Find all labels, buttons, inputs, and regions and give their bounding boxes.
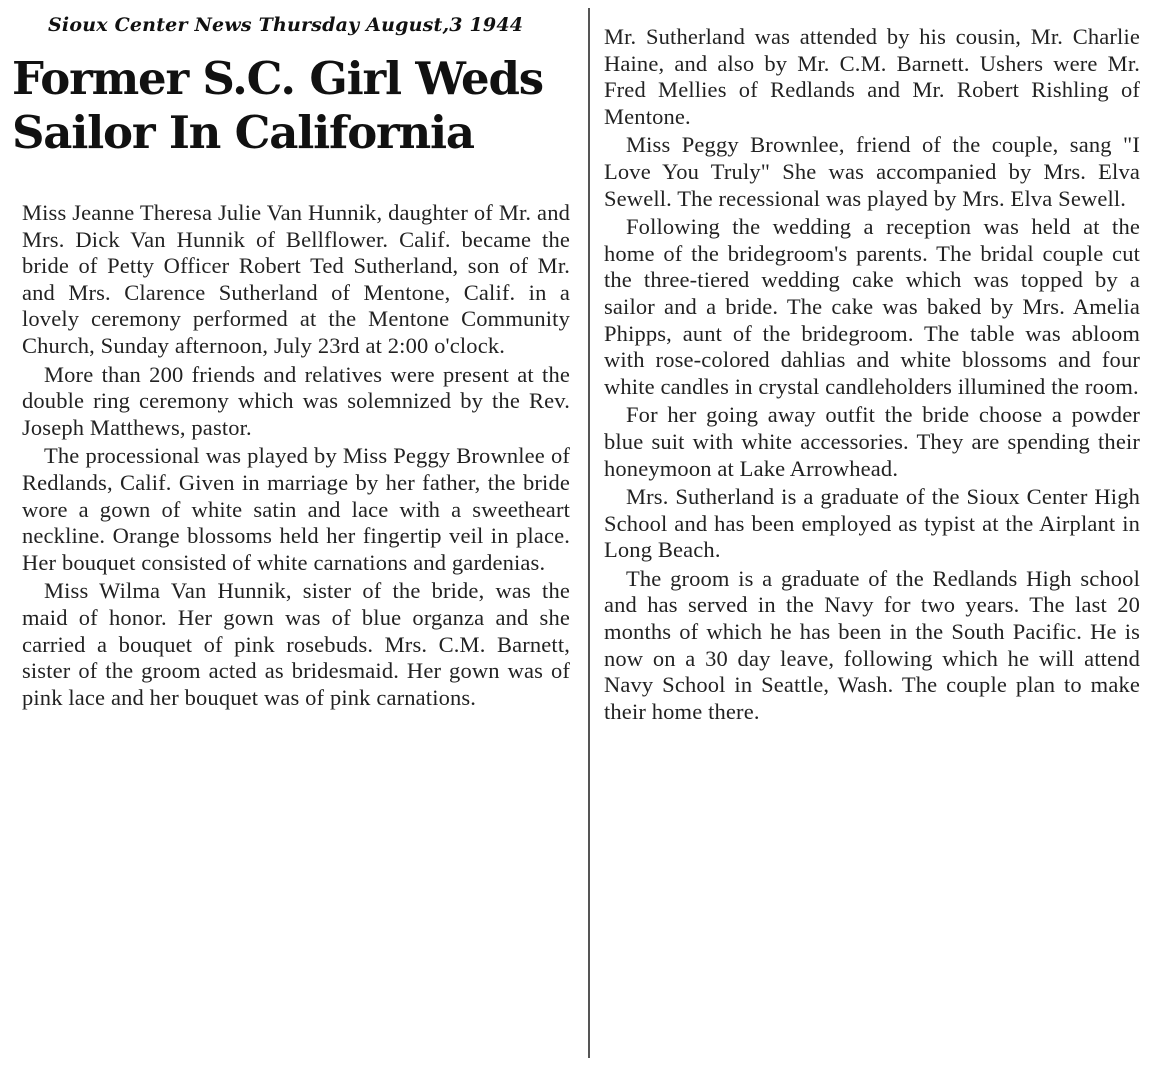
headline: Former S.C. Girl Weds Sailor In California xyxy=(12,52,543,159)
paragraph-bride-background: Mrs. Sutherland is a graduate of the Sioux Center High School and has been employed as typist at the Airplant in Long Beach. xyxy=(604,484,1140,563)
paragraph-groom-background: The groom is a graduate of the Redlands High school and has served in the Navy for two years. The last 20 months of which he has been in the South Pacific. He is now on a 30 day leave, following which he will attend Navy School in Seattle, Wash. The couple plan to make their home there. xyxy=(604,565,1140,724)
paragraph-wedding-intro: Miss Jeanne Theresa Julie Van Hunnik, daughter of Mr. and Mrs. Dick Van Hunnik of Bellflower. Calif. became the bride of Petty Officer Robert Ted Sutherland, son of Mr. and Mrs. Clarence Sutherland of Mentone, Calif. in a lovely ceremony performed at the Mentone Community Church, Sunday afternoon, July 23rd at 2:00 o'clock. xyxy=(22,200,570,358)
paragraph-maid-of-honor: Miss Wilma Van Hunnik, sister of the bride, was the maid of honor. Her gown was of blue organza and she carried a bouquet of pink rosebuds. Mrs. C.M. Barnett, sister of the groom acted as bridesmaid. Her gown was of pink lace and her bouquet was of pink carnations. xyxy=(22,578,570,710)
paragraph-reception: Following the wedding a reception was held at the home of the bridegroom's parents. The bridal couple cut the three-tiered wedding cake which was topped by a sailor and a bride. The cake was baked by Mrs. Amelia Phipps, aunt of the bridegroom. The table was abloom with rose-colored dahlias and white blossoms and four white candles in crystal candleholders illumined the room. xyxy=(604,214,1140,399)
paragraph-attendants: Mr. Sutherland was attended by his cousin, Mr. Charlie Haine, and also by Mr. C.M. Barnett. Ushers were Mr. Fred Mellies of Redlands and Mr. Robert Rishling of Mentone. xyxy=(604,24,1140,129)
left-column xyxy=(22,200,570,713)
paragraph-music: Miss Peggy Brownlee, friend of the couple, sang "I Love You Truly" She was accompanied by Mrs. Elva Sewell. The recessional was played by Mrs. Elva Sewell. xyxy=(604,132,1140,211)
paragraph-guests: More than 200 friends and relatives were present at the double ring ceremony which was solemnized by the Rev. Joseph Matthews, pastor. xyxy=(22,361,570,440)
paragraph-honeymoon: For her going away outfit the bride choose a powder blue suit with white accessories. They are spending their honeymoon at Lake Arrowhead. xyxy=(604,402,1140,481)
dateline: Sioux Center News Thursday August,3 1944 xyxy=(48,14,524,36)
right-column xyxy=(604,24,1140,727)
paragraph-processional: The processional was played by Miss Peggy Brownlee of Redlands, Calif. Given in marriage by her father, the bride wore a gown of white satin and lace with a sweetheart neckline. Orange blossoms held her fingertip veil in place. Her bouquet consisted of white carnations and gardenias. xyxy=(22,443,570,575)
column-rule xyxy=(588,8,590,1058)
